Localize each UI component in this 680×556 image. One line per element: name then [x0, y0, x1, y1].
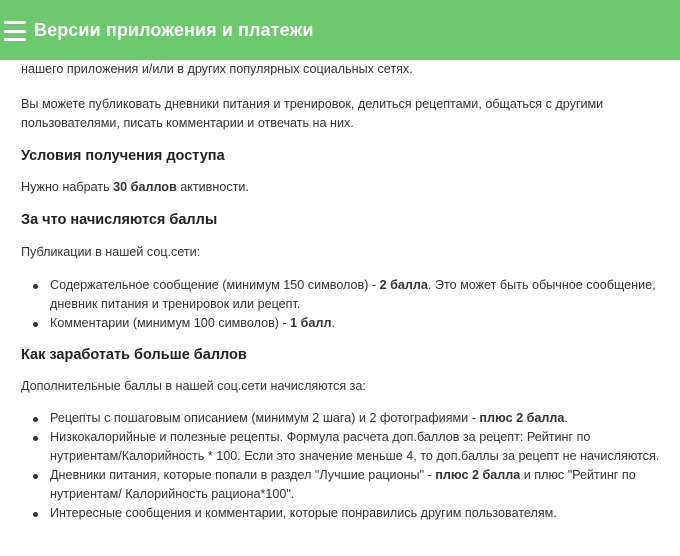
hamburger-menu-icon[interactable] [4, 21, 26, 41]
paragraph-points-lead: Публикации в нашей соц.сети: [21, 245, 201, 259]
list-item: Интересные сообщения и комментарии, которые понравились другим пользователям. [50, 504, 661, 523]
points-list [21, 276, 661, 333]
list-item: Низкокалорийные и полезные рецепты. Формула расчета доп.баллов за рецепт: Рейтинг по нутриентам/Калорийность * 100. Если это значение меньше 4, то доп.баллы за рецепт не начисляются. [50, 428, 661, 466]
page-title: Версии приложения и платежи [34, 19, 314, 40]
heading-points: За что начисляются баллы [21, 212, 218, 228]
heading-more-points: Как заработать больше баллов [21, 347, 247, 363]
paragraph-cut: нашего приложения и/или в других популярных социальных сетях. [21, 62, 413, 76]
article-content [21, 60, 661, 523]
paragraph-access [21, 178, 661, 197]
heading-access: Условия получения доступа [21, 148, 225, 164]
paragraph-more-lead: Дополнительные баллы в нашей соц.сети начисляются за: [21, 379, 366, 393]
list-item: Дневники питания, которые попали в раздел "Лучшие рационы" - плюс 2 балла и плюс "Рейтинг по нутриентам/ Калорийность рациона*100". [50, 466, 661, 504]
more-points-list [21, 409, 661, 523]
list-item: Содержательное сообщение (минимум 150 символов) - 2 балла. Это может быть обычное сообщение, дневник питания и тренировок или рецепт. [50, 276, 661, 314]
access-points-value: 30 баллов [113, 180, 177, 194]
list-item: Рецепты с пошаговым описанием (минимум 2 шага) и 2 фотографиями - плюс 2 балла. [50, 409, 661, 428]
list-item: Комментарии (минимум 100 символов) - 1 балл. [50, 314, 661, 333]
app-header [0, 0, 680, 60]
paragraph-intro: Вы можете публиковать дневники питания и тренировок, делиться рецептами, общаться с другими пользователями, писать комментарии и отвечать на них. [21, 97, 604, 130]
access-text-before: Нужно набрать [21, 180, 114, 194]
access-text-after: активности. [176, 180, 249, 194]
